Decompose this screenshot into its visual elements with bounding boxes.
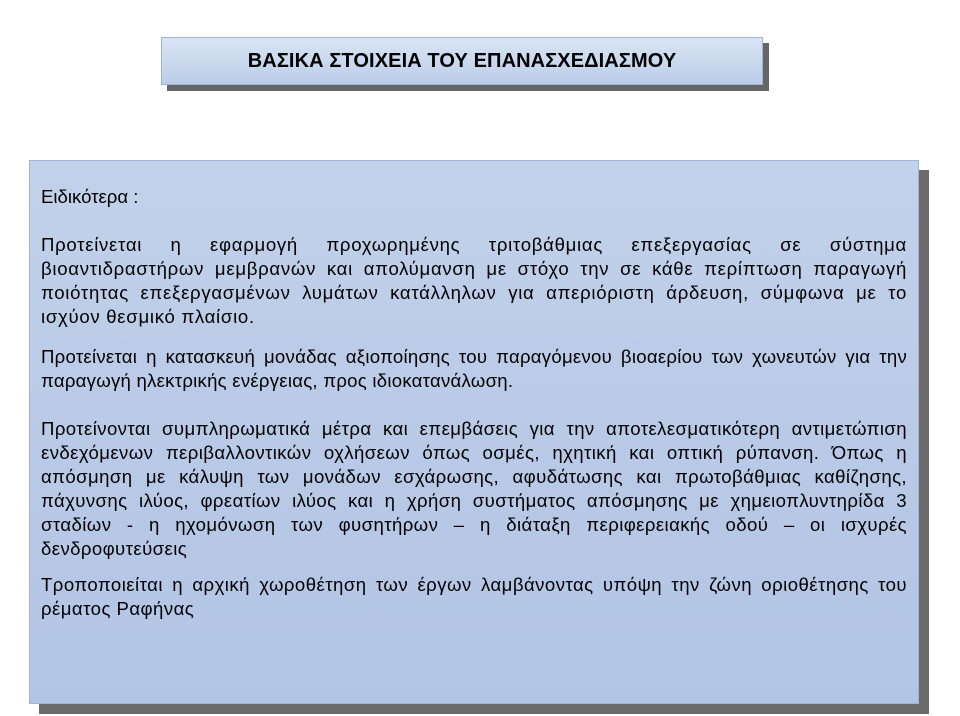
paragraph-treatment: Προτείνεται η εφαρμογή προχωρημένης τριτοβάθμιας επεξεργασίας σε σύστημα βιοαντιδραστήρων μεμβρανών και απολύμανση με στόχο την σε κάθε περίπτωση παραγωγή ποιότητας επεξεργασμένων λυμάτων κατάλληλων για απεριόριστη άρδευση, σύμφωνα με το ισχύον θεσμικό πλαίσιο. bbox=[41, 234, 907, 327]
content-box bbox=[29, 160, 919, 704]
slide-title: ΒΑΣΙΚΑ ΣΤΟΙΧΕΙΑ ΤΟΥ ΕΠΑΝΑΣΧΕΔΙΑΣΜΟΥ bbox=[247, 49, 677, 72]
title-box bbox=[161, 37, 763, 85]
paragraph-nuisance-measures: Προτείνονται συμπληρωματικά μέτρα και επεμβάσεις για την αποτελεσματικότερη αντιμετώπιση ενδεχόμενων περιβαλλοντικών οχλήσεων όπως οσμές, ηχητική και οπτική ρύπανση. Όπως η απόσμηση με κάλυψη των μονάδων εσχάρωσης, αφυδάτωσης και πρωτοβάθμιας καθίζησης, πάχυνσης ιλύος, φρεατίων ιλύος και η χρήση συστήματος απόσμησης με χημειοπλυντηρίδα 3 σταδίων - η ηχομόνωση των φυσητήρων – η διάταξη περιφερειακής οδού – οι ισχυρές δενδροφυτεύσεις bbox=[41, 418, 907, 559]
paragraph-siting: Τροποποιείται η αρχική χωροθέτηση των έργων λαμβάνοντας υπόψη την ζώνη οριοθέτησης του ρέματος Ραφήνας bbox=[41, 574, 907, 619]
intro-text: Ειδικότερα : bbox=[41, 186, 139, 207]
paragraph-biogas: Προτείνεται η κατασκευή μονάδας αξιοποίησης του παραγόμενου βιοαερίου των χωνευτών για την παραγωγή ηλεκτρικής ενέργειας, προς ιδιοκατανάλωση. bbox=[41, 346, 907, 391]
